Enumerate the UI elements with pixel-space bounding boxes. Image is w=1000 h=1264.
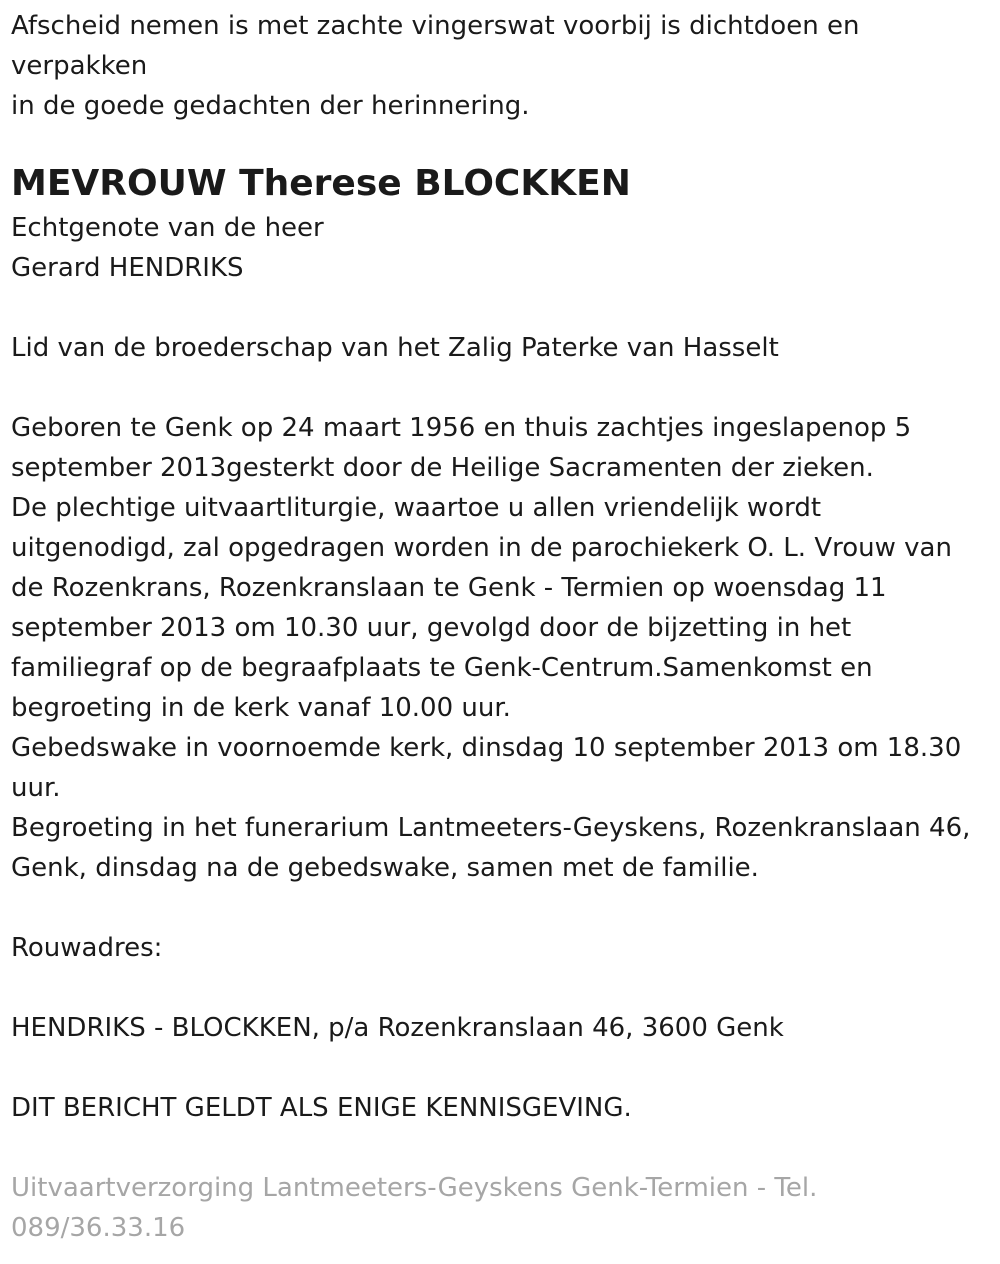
spacer	[11, 968, 990, 1008]
spouse-info	[11, 208, 990, 288]
announcement-line: Geboren te Genk op 24 maart 1956 en thuis zachtjes ingeslapenop 5	[11, 413, 912, 443]
announcement-line: Genk, dinsdag na de gebedswake, samen met de familie.	[11, 853, 759, 883]
announcement-line: Gebedswake in voornoemde kerk, dinsdag 10 september 2013 om 18.30	[11, 733, 962, 763]
announcement-text	[11, 408, 990, 888]
spacer	[11, 288, 990, 328]
address-label: Rouwadres:	[11, 933, 163, 963]
spacer	[11, 368, 990, 408]
footer	[11, 1168, 990, 1248]
announcement-line: uur.	[11, 773, 61, 803]
poem	[11, 6, 990, 126]
announcement-line: de Rozenkrans, Rozenkranslaan te Genk - Termien op woensdag 11	[11, 573, 887, 603]
announcement-line: september 2013 om 10.30 uur, gevolgd door de bijzetting in het	[11, 613, 852, 643]
footer-line: Uitvaartverzorging Lantmeeters-Geyskens Genk-Termien - Tel.	[11, 1173, 818, 1203]
deceased-name: MEVROUW Therese BLOCKKEN	[11, 163, 631, 204]
spacer	[11, 1128, 990, 1168]
notice: DIT BERICHT GELDT ALS ENIGE KENNISGEVING.	[11, 1093, 632, 1123]
poem-line: in de goede gedachten der herinnering.	[11, 91, 530, 121]
address-value: HENDRIKS - BLOCKKEN, p/a Rozenkranslaan 46, 3600 Genk	[11, 1013, 784, 1043]
spacer	[11, 888, 990, 928]
announcement-line: Begroeting in het funerarium Lantmeeters-Geyskens, Rozenkranslaan 46,	[11, 813, 971, 843]
membership: Lid van de broederschap van het Zalig Paterke van Hasselt	[11, 333, 779, 363]
footer-phone: 089/36.33.16	[11, 1213, 186, 1243]
spacer	[11, 1048, 990, 1088]
poem-line: Afscheid nemen is met zachte vingerswat voorbij is dichtdoen en	[11, 11, 860, 41]
announcement-line: september 2013gesterkt door de Heilige Sacramenten der zieken.	[11, 453, 874, 483]
announcement-line: begroeting in de kerk vanaf 10.00 uur.	[11, 693, 511, 723]
spouse-line: Echtgenote van de heer	[11, 213, 324, 243]
announcement-line: uitgenodigd, zal opgedragen worden in de parochiekerk O. L. Vrouw van	[11, 533, 952, 563]
poem-line: verpakken	[11, 51, 148, 81]
announcement-line: De plechtige uitvaartliturgie, waartoe u allen vriendelijk wordt	[11, 493, 822, 523]
announcement-line: familiegraf op de begraafplaats te Genk-Centrum.Samenkomst en	[11, 653, 873, 683]
spouse-name: Gerard HENDRIKS	[11, 253, 244, 283]
